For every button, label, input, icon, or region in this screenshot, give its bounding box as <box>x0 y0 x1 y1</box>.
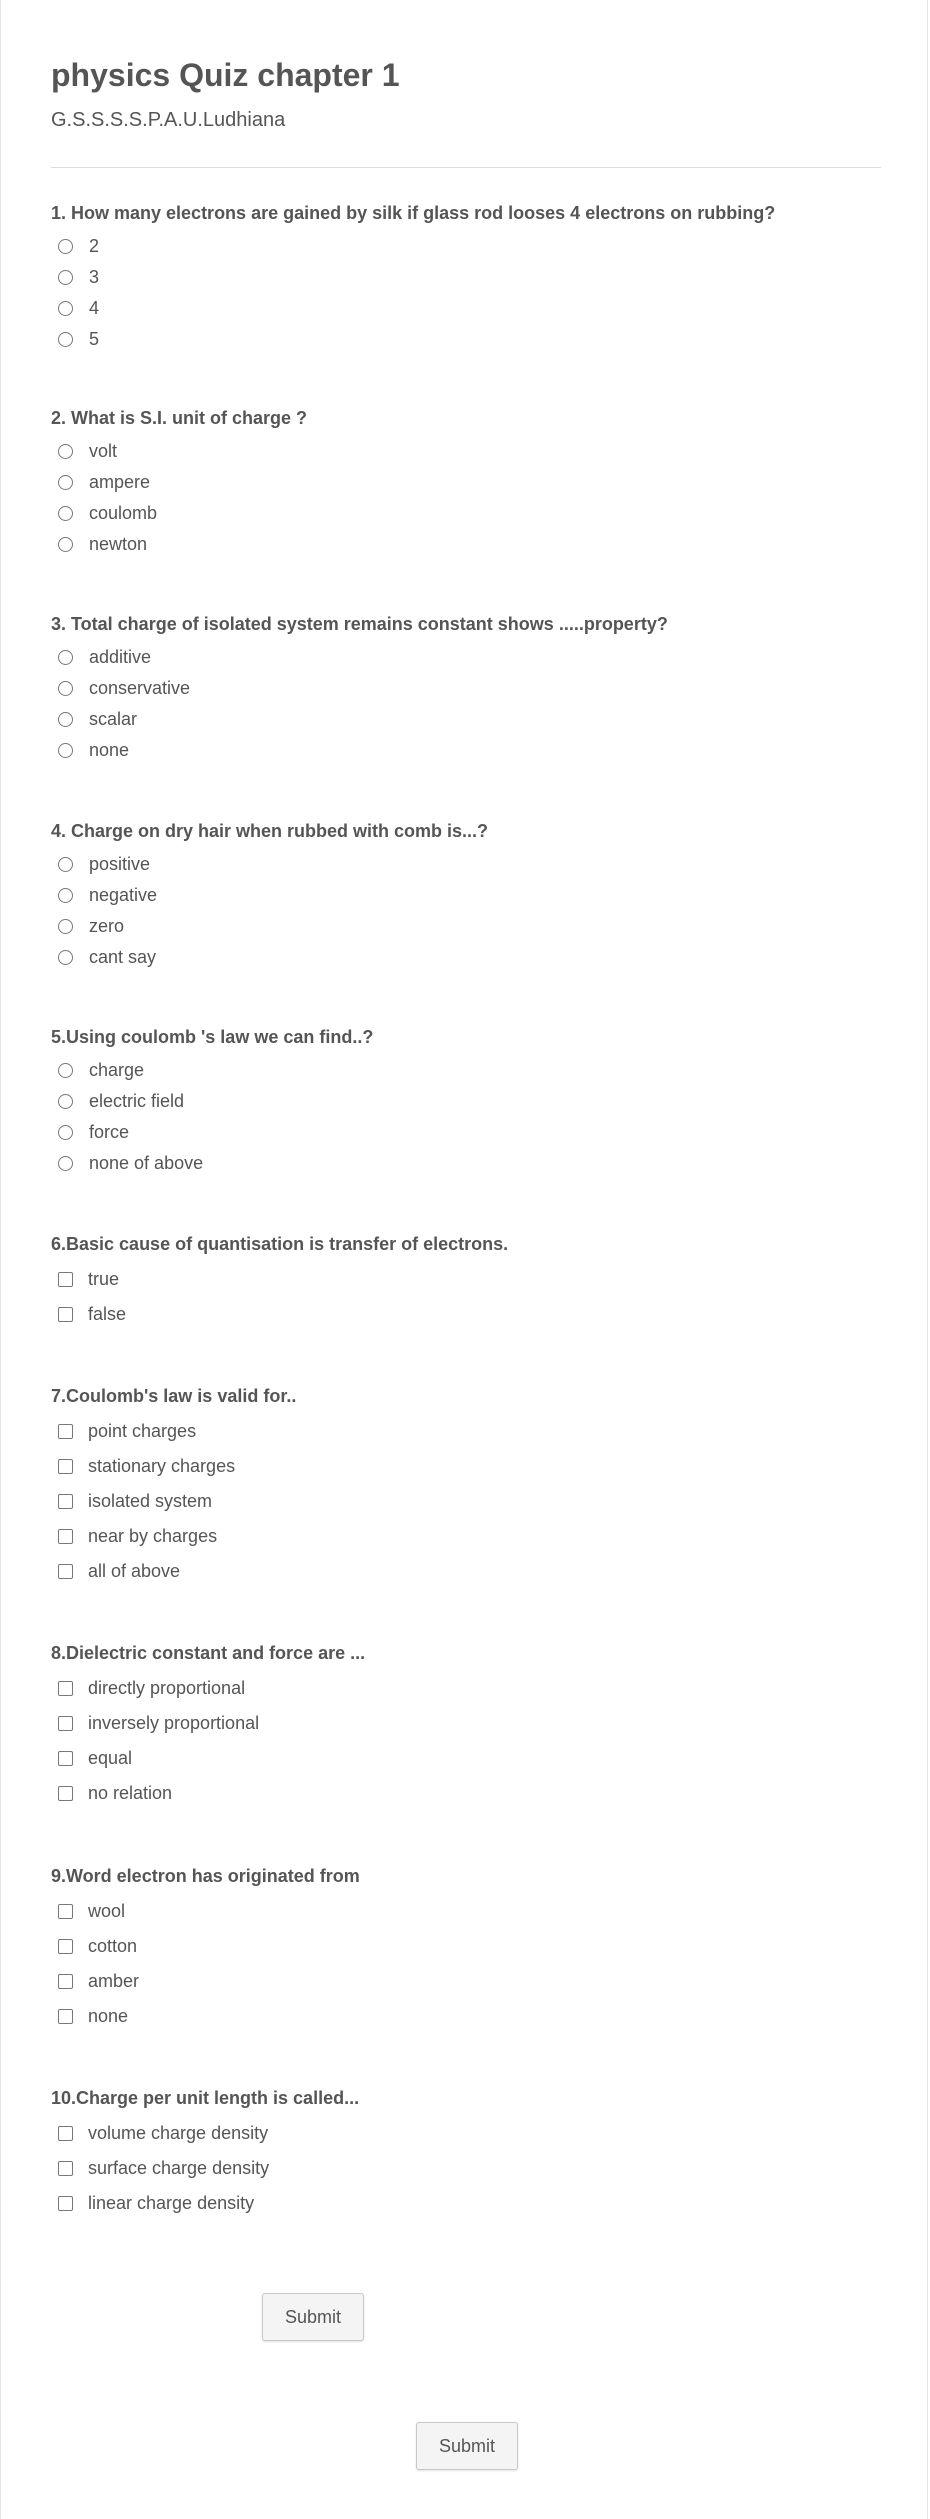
question-block <box>51 613 881 766</box>
checkbox-option[interactable] <box>51 1776 881 1811</box>
option-label: coulomb <box>89 503 158 523</box>
question-title: 4. Charge on dry hair when rubbed with comb is...? <box>51 821 489 841</box>
radio-button[interactable] <box>58 950 73 965</box>
radio-option[interactable] <box>51 1055 881 1086</box>
radio-button[interactable] <box>58 537 73 552</box>
checkbox[interactable] <box>58 1272 73 1287</box>
option-label: wool <box>88 1901 126 1921</box>
checkbox-option[interactable] <box>51 1999 881 2034</box>
question-title: 5.Using coulomb 's law we can find..? <box>51 1027 374 1047</box>
option-list <box>51 2116 881 2221</box>
checkbox-option[interactable] <box>51 1741 881 1776</box>
radio-button[interactable] <box>58 506 73 521</box>
checkbox[interactable] <box>58 1424 73 1439</box>
checkbox-option[interactable] <box>51 1262 881 1297</box>
question-block <box>51 820 881 973</box>
checkbox-option[interactable] <box>51 1894 881 1929</box>
radio-option[interactable] <box>51 231 881 262</box>
form-header <box>51 56 881 132</box>
option-label: amber <box>88 1971 140 1991</box>
radio-option[interactable] <box>51 911 881 942</box>
option-label: point charges <box>88 1421 197 1441</box>
form-title: physics Quiz chapter 1 <box>51 57 400 93</box>
radio-button[interactable] <box>58 743 73 758</box>
option-label: conservative <box>89 678 191 698</box>
question-block <box>51 1385 881 1589</box>
radio-option[interactable] <box>51 529 881 560</box>
radio-option[interactable] <box>51 1086 881 1117</box>
question-title: 1. How many electrons are gained by silk if glass rod looses 4 electrons on rubbing? <box>51 203 776 223</box>
option-label: positive <box>89 854 151 874</box>
option-list <box>51 1414 881 1589</box>
question-title: 9.Word electron has originated from <box>51 1866 360 1886</box>
option-label: surface charge density <box>88 2158 270 2178</box>
radio-button[interactable] <box>58 332 73 347</box>
option-list <box>51 436 881 560</box>
question-block <box>51 1642 881 1811</box>
radio-option[interactable] <box>51 849 881 880</box>
radio-button[interactable] <box>58 475 73 490</box>
option-list <box>51 642 881 766</box>
checkbox-option[interactable] <box>51 1554 881 1589</box>
option-label: 4 <box>89 298 100 318</box>
option-label: all of above <box>88 1561 181 1581</box>
option-label: 3 <box>89 267 100 287</box>
checkbox-option[interactable] <box>51 2116 881 2151</box>
question-block <box>51 1865 881 2034</box>
option-label: volume charge density <box>88 2123 269 2143</box>
radio-button[interactable] <box>58 239 73 254</box>
option-list <box>51 1055 881 1179</box>
checkbox[interactable] <box>58 1459 73 1474</box>
checkbox[interactable] <box>58 1904 73 1919</box>
checkbox-option[interactable] <box>51 1414 881 1449</box>
option-label: newton <box>89 534 148 554</box>
question-title: 6.Basic cause of quantisation is transfer of electrons. <box>51 1234 509 1254</box>
option-label: force <box>89 1122 130 1142</box>
option-label: no relation <box>88 1783 173 1803</box>
radio-button[interactable] <box>58 1125 73 1140</box>
radio-button[interactable] <box>58 681 73 696</box>
option-list <box>51 849 881 973</box>
option-label: cotton <box>88 1936 138 1956</box>
question-block <box>51 1026 881 1179</box>
radio-button[interactable] <box>58 270 73 285</box>
radio-button[interactable] <box>58 919 73 934</box>
option-label: electric field <box>89 1091 185 1111</box>
checkbox[interactable] <box>58 2126 73 2141</box>
checkbox[interactable] <box>58 1939 73 1954</box>
option-label: directly proportional <box>88 1678 246 1698</box>
checkbox-option[interactable] <box>51 1964 881 1999</box>
option-list <box>51 1262 881 1332</box>
checkbox[interactable] <box>58 1974 73 1989</box>
question-block <box>51 407 881 560</box>
checkbox-option[interactable] <box>51 1297 881 1332</box>
option-label: zero <box>89 916 125 936</box>
radio-option[interactable] <box>51 880 881 911</box>
checkbox[interactable] <box>58 1494 73 1509</box>
radio-button[interactable] <box>58 1063 73 1078</box>
radio-option[interactable] <box>51 467 881 498</box>
option-label: near by charges <box>88 1526 218 1546</box>
checkbox[interactable] <box>58 1564 73 1579</box>
checkbox[interactable] <box>58 1681 73 1696</box>
question-block <box>51 2087 881 2221</box>
radio-option[interactable] <box>51 324 881 355</box>
option-list <box>51 1671 881 1811</box>
checkbox[interactable] <box>58 2009 73 2024</box>
question-title: 2. What is S.I. unit of charge ? <box>51 408 308 428</box>
question-title: 3. Total charge of isolated system remains constant shows .....property? <box>51 614 668 634</box>
radio-option[interactable] <box>51 735 881 766</box>
option-list <box>51 1894 881 2034</box>
radio-option[interactable] <box>51 642 881 673</box>
radio-button[interactable] <box>58 888 73 903</box>
option-label: stationary charges <box>88 1456 236 1476</box>
option-list <box>51 231 881 355</box>
checkbox-option[interactable] <box>51 1671 881 1706</box>
option-label: volt <box>89 441 118 461</box>
option-label: none <box>89 740 130 760</box>
checkbox[interactable] <box>58 1529 73 1544</box>
radio-button[interactable] <box>58 650 73 665</box>
radio-option[interactable] <box>51 942 881 973</box>
radio-option[interactable] <box>51 673 881 704</box>
radio-option[interactable] <box>51 436 881 467</box>
radio-option[interactable] <box>51 704 881 735</box>
option-label: negative <box>89 885 158 905</box>
option-label: none <box>88 2006 129 2026</box>
checkbox[interactable] <box>58 1751 73 1766</box>
question-title: 10.Charge per unit length is called... <box>51 2088 360 2108</box>
radio-button[interactable] <box>58 1094 73 1109</box>
radio-option[interactable] <box>51 262 881 293</box>
option-label: 2 <box>89 236 100 256</box>
checkbox-option[interactable] <box>51 2151 881 2186</box>
radio-option[interactable] <box>51 1148 881 1179</box>
radio-button[interactable] <box>58 712 73 727</box>
checkbox-option[interactable] <box>51 1706 881 1741</box>
option-label: none of above <box>89 1153 204 1173</box>
option-label: linear charge density <box>88 2193 255 2213</box>
option-label: additive <box>89 647 152 667</box>
checkbox-option[interactable] <box>51 1449 881 1484</box>
question-block <box>51 1233 881 1332</box>
checkbox[interactable] <box>58 1307 73 1322</box>
option-label: ampere <box>89 472 151 492</box>
option-label: cant say <box>89 947 157 967</box>
checkbox-option[interactable] <box>51 1484 881 1519</box>
checkbox-option[interactable] <box>51 1929 881 1964</box>
checkbox-option[interactable] <box>51 2186 881 2221</box>
question-title: 7.Coulomb's law is valid for.. <box>51 1386 297 1406</box>
option-label: isolated system <box>88 1491 213 1511</box>
option-label: false <box>88 1304 127 1324</box>
submit-button-bottom[interactable]: Submit <box>416 2422 518 2470</box>
option-label: true <box>88 1269 120 1289</box>
radio-button[interactable] <box>58 301 73 316</box>
option-label: charge <box>89 1060 145 1080</box>
submit-button[interactable]: Submit <box>262 2293 364 2341</box>
radio-option[interactable] <box>51 1117 881 1148</box>
checkbox[interactable] <box>58 1786 73 1801</box>
radio-option[interactable] <box>51 293 881 324</box>
option-label: inversely proportional <box>88 1713 260 1733</box>
header-divider <box>51 167 881 168</box>
option-label: 5 <box>89 329 100 349</box>
checkbox[interactable] <box>58 1716 73 1731</box>
form-subtitle: G.S.S.S.S.P.A.U.Ludhiana <box>51 109 286 131</box>
radio-button[interactable] <box>58 444 73 459</box>
question-title: 8.Dielectric constant and force are ... <box>51 1643 366 1663</box>
checkbox-option[interactable] <box>51 1519 881 1554</box>
radio-button[interactable] <box>58 857 73 872</box>
radio-option[interactable] <box>51 498 881 529</box>
question-block <box>51 202 881 355</box>
option-label: equal <box>88 1748 133 1768</box>
checkbox[interactable] <box>58 2196 73 2211</box>
option-label: scalar <box>89 709 138 729</box>
radio-button[interactable] <box>58 1156 73 1171</box>
checkbox[interactable] <box>58 2161 73 2176</box>
